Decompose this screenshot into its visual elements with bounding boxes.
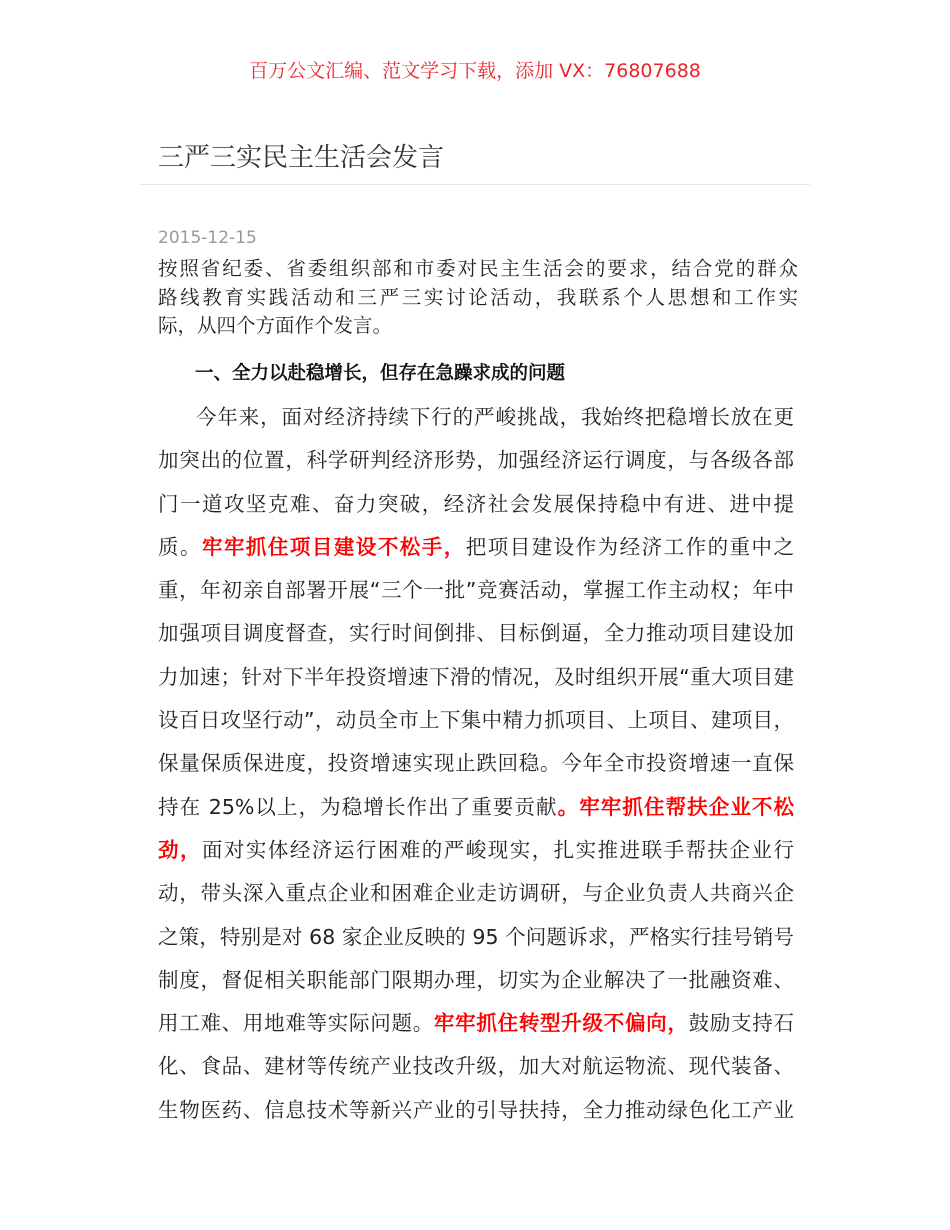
text-line <box>158 1045 794 1088</box>
text-line <box>158 439 794 482</box>
body-text: 门一道攻坚克难、奋力突破，经济社会发展保持稳中有进、进中提 <box>158 491 794 516</box>
text-line <box>158 569 794 612</box>
article-title: 三严三实民主生活会发言 <box>158 143 445 173</box>
text-line <box>158 656 794 699</box>
body-text: 加突出的位置，科学研判经济形势，加强经济运行调度，与各级各部 <box>158 448 794 473</box>
body-text: 之策，特别是对 68 家企业反映的 95 个问题诉求，严格实行挂号销号 <box>158 924 794 949</box>
highlighted-text: 。牢牢抓住帮扶企业不松 <box>557 794 794 819</box>
text-line <box>158 1089 794 1132</box>
highlighted-text: 牢牢抓住项目建设不松手， <box>201 534 466 559</box>
body-text: 质。 <box>158 534 202 559</box>
body-text: 鼓励支持石 <box>688 1011 794 1036</box>
body-text: 把项目建设作为经济工作的重中之 <box>465 534 794 559</box>
text-line <box>158 872 794 915</box>
text-line <box>158 483 794 526</box>
body-paragraph <box>158 396 794 1132</box>
watermark-banner: 百万公文汇编、范文学习下载，添加 VX：76807688 <box>249 60 701 82</box>
text-line <box>158 786 794 829</box>
text-line <box>158 959 794 1002</box>
text-line <box>158 396 794 439</box>
highlighted-text: 牢牢抓住转型升级不偏向， <box>433 1011 689 1036</box>
body-text: 持在 25%以上，为稳增长作出了重要贡献 <box>158 794 558 819</box>
body-text: 今年来，面对经济持续下行的严峻挑战，我始终把稳增长放在更 <box>196 405 794 429</box>
body-text: 制度，督促相关职能部门限期办理，切实为企业解决了一批融资难、 <box>158 967 794 992</box>
text-line <box>158 699 794 742</box>
body-text: 重，年初亲自部署开展“三个一批”竞赛活动，掌握工作主动权；年中 <box>158 578 794 603</box>
text-line <box>158 916 794 959</box>
title-divider <box>140 184 810 185</box>
body-text: 保量保质保进度，投资增速实现止跌回稳。今年全市投资增速一直保 <box>158 751 794 776</box>
body-text: 力加速；针对下半年投资增速下滑的情况，及时组织开展“重大项目建 <box>158 664 794 689</box>
section-heading: 一、全力以赴稳增长，但存在急躁求成的问题 <box>195 363 566 384</box>
text-line <box>158 1002 794 1045</box>
text-line: 路线教育实践活动和三严三实讨论活动，我联系个人思想和工作实 <box>158 285 798 309</box>
text-line <box>158 829 794 872</box>
body-text: 生物医药、信息技术等新兴产业的引导扶持，全力推动绿色化工产业 <box>158 1097 794 1122</box>
body-text: 化、食品、建材等传统产业技改升级，加大对航运物流、现代装备、 <box>158 1054 794 1079</box>
publish-date: 2015-12-15 <box>158 228 257 248</box>
text-line: 按照省纪委、省委组织部和市委对民主生活会的要求，结合党的群众 <box>158 257 798 280</box>
body-text: 面对实体经济运行困难的严峻现实，扎实推进联手帮扶企业行 <box>201 837 794 862</box>
text-line: 际，从四个方面作个发言。 <box>158 314 393 338</box>
body-text: 加强项目调度督查，实行时间倒排、目标倒逼，全力推动项目建设加 <box>158 621 794 646</box>
body-text: 设百日攻坚行动”，动员全市上下集中精力抓项目、上项目、建项目， <box>158 708 794 733</box>
intro-paragraph <box>158 255 798 341</box>
body-text: 用工难、用地难等实际问题。 <box>158 1011 434 1036</box>
text-line <box>158 612 794 655</box>
highlighted-text: 劲， <box>158 837 202 862</box>
body-text: 动，带头深入重点企业和困难企业走访调研，与企业负责人共商兴企 <box>158 881 794 906</box>
text-line <box>158 526 794 569</box>
text-line <box>158 742 794 785</box>
